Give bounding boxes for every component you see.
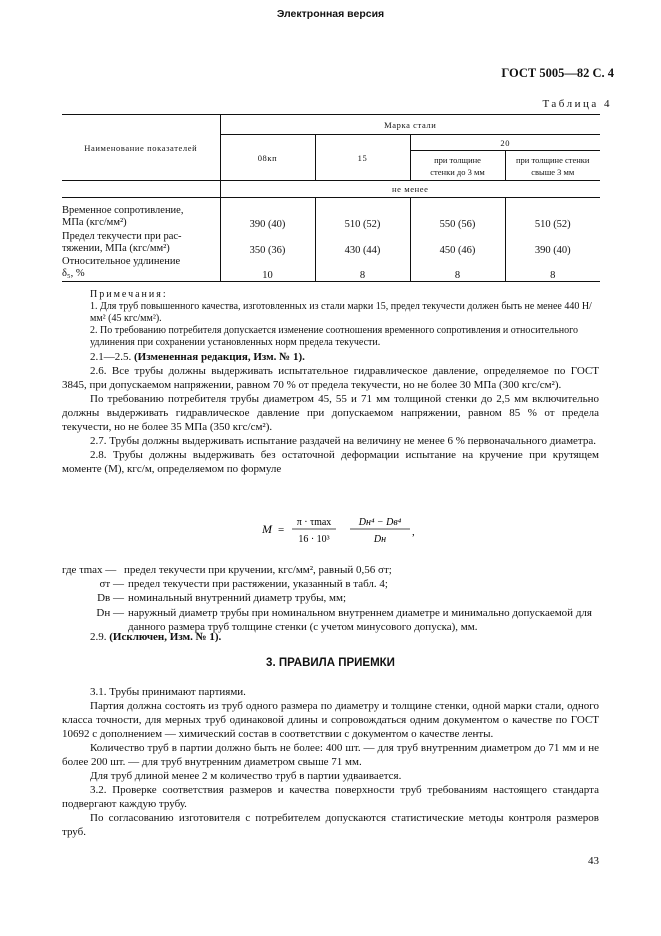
clause-2-7: 2.7. Трубы должны выдерживать испытание раздачей на величину не менее 6 % первоначального диаметра. — [90, 435, 597, 447]
header-steel-grade: Марка стали — [220, 115, 600, 135]
formula-eq: = — [278, 524, 285, 536]
header-not-less: не менее — [220, 181, 600, 198]
cell-value: 10 — [220, 256, 315, 282]
clause-2-8: 2.8. Трубы должны выдерживать без остаточной деформации испытание на кручение при крутящем моменте (М), кгс/м, определяемом по формуле — [62, 449, 599, 475]
clause-3-1-quantity: Количество труб в партии должно быть не более: 400 шт. — для труб внутренним диаметром до 71 мм и не более 200 шт. — для труб внутренним диаметром свыше 71 мм. — [62, 742, 599, 768]
section-title: 3. ПРАВИЛА ПРИЕМКИ — [266, 657, 395, 669]
clause-3-2: 3.2. Проверке соответствия размеров и качества поверхности труб требованиям настоящего стандарта подвергают каждую трубу. — [62, 784, 599, 810]
edition-label: Электронная версия — [276, 8, 385, 20]
header-thin-wall: при толщине стенки до 3 мм — [410, 151, 505, 181]
clause-3-1-short-pipes: Для труб длиной менее 2 м количество труб в партии удваивается. — [90, 770, 402, 782]
note-2: 2. По требованию потребителя допускается изменение соотношения временного сопротивления и относительного удлинения при сохранении установленных норм предела текучести. — [90, 325, 578, 348]
formula-num1: π · τmax — [296, 517, 332, 528]
table-caption: Таблица 4 — [542, 98, 612, 110]
cell-value: 450 (46) — [410, 230, 505, 256]
row-label: Относительное удлинение δ₅, % — [62, 256, 220, 282]
clause-3-1-batch: Партия должна состоять из труб одного размера по диаметру и толщине стенки, одной марки стали, одного класса точности, для мерных труб одинаковой длины и сопровождаться одним документом о качестве по ГОСТ 10692 с дополнением — химический состав в соответствии с документом о качестве ленты. — [62, 700, 599, 740]
clause-2-1 — [90, 350, 599, 364]
cell-value: 8 — [315, 256, 410, 282]
header-grade-20: 20 — [410, 135, 600, 151]
clause-2-9 — [90, 630, 599, 644]
definition-row: Dв — номинальный внутренний диаметр трубы, мм; — [97, 592, 347, 605]
cell-value: 8 — [505, 256, 600, 282]
definition-row: где τmax — предел текучести при кручении, кгс/мм², равный 0,56 σт; — [62, 564, 392, 576]
table-notes — [90, 289, 599, 349]
notes-title: Примечания: — [90, 289, 168, 300]
header-indicator: Наименование показателей — [62, 115, 220, 181]
table-row — [62, 204, 600, 230]
definition-row: σт — предел текучести при растяжении, указанный в табл. 4; — [99, 578, 388, 591]
cell-value: 430 (44) — [315, 230, 410, 256]
gost-header: ГОСТ 5005—82 С. 4 — [501, 66, 614, 80]
clause-2-6: 2.6. Все трубы должны выдерживать испытательное гидравлическое давление, определяемое по ГОСТ 3845, при допускаемом напряжении, равном 70 % от предела текучести, но не более 30 МПа (300 кгс/см²). По требованию потребителя трубы диаметром 45, 55 и 71 мм толщиной стенки до 2,5 мм включительно должны выдерживать гидравлическое давление при допускаемом напряжении, равном 85 % от предела текучести, но не более 35 МПа (350 кгс/см²). 2.7. Трубы должны выдерживать испытание раздачей на величину не менее 6 % первоначального диаметра. 2.8. Трубы должны выдерживать без остаточной деформации испытание на кручение при крутящем моменте (М), кгс/м, определяемом по формуле — [62, 365, 599, 475]
formula-den2: Dн — [373, 534, 387, 545]
section-3-body — [62, 685, 599, 839]
clause-3-2-statistics: По согласованию изготовителя с потребителем допускаются статистические методы контроля размеров труб. — [62, 812, 599, 838]
cell-value: 510 (52) — [315, 204, 410, 230]
formula-definitions — [62, 563, 599, 634]
header-thick-wall: при толщине стенки свыше 3 мм — [505, 151, 600, 181]
header-grade-15: 15 — [315, 135, 410, 181]
cell-value: 390 (40) — [505, 230, 600, 256]
formula-den1: 16 · 10³ — [298, 534, 330, 545]
table-row — [62, 230, 600, 256]
formula-num2: Dн⁴ − Dв⁴ — [358, 517, 402, 528]
cell-value: 350 (36) — [220, 230, 315, 256]
cell-value: 8 — [410, 256, 505, 282]
page-number: 43 — [588, 855, 599, 867]
clause-2-6-continued: По требованию потребителя трубы диаметром 45, 55 и 71 мм толщиной стенки до 2,5 мм включительно должны выдерживать гидравлическое давление при допускаемом напряжении, равном 85 % от предела текучести, но не более 35 МПа (350 кгс/см²). — [62, 393, 599, 433]
amendment-note: (Измененная редакция, Изм. № 1). — [134, 351, 305, 363]
table-row — [62, 256, 600, 282]
header-grade-08kp: 08кп — [220, 135, 315, 181]
clause-number: 2.1—2.5. — [90, 351, 132, 363]
properties-table — [62, 114, 600, 282]
amendment-note: (Исключен, Изм. № 1). — [109, 631, 222, 643]
torque-formula — [262, 511, 482, 547]
formula-lhs: M — [262, 522, 272, 536]
row-label: Временное сопротивление, МПа (кгс/мм²) — [62, 204, 184, 228]
cell-value: 550 (56) — [410, 204, 505, 230]
clause-3-1: 3.1. Трубы принимают партиями. — [90, 686, 246, 698]
note-1: 1. Для труб повышенного качества, изготовленных из стали марки 15, предел текучести должен быть не менее 440 Н/мм² (45 кгс/мм²). — [90, 301, 592, 324]
cell-value: 390 (40) — [220, 204, 315, 230]
formula-tail: , — [412, 526, 415, 538]
row-label: Предел текучести при рас- тяжении, МПа (кгс/мм²) — [62, 230, 182, 254]
definition-row: Dн — наружный диаметр трубы при номинальном внутреннем диаметре и минимально допускаемой для данного размера труб толщине стенки (с учетом минусового допуска), мм. — [96, 606, 592, 633]
cell-value: 510 (52) — [505, 204, 600, 230]
clause-number: 2.9. — [90, 631, 107, 643]
